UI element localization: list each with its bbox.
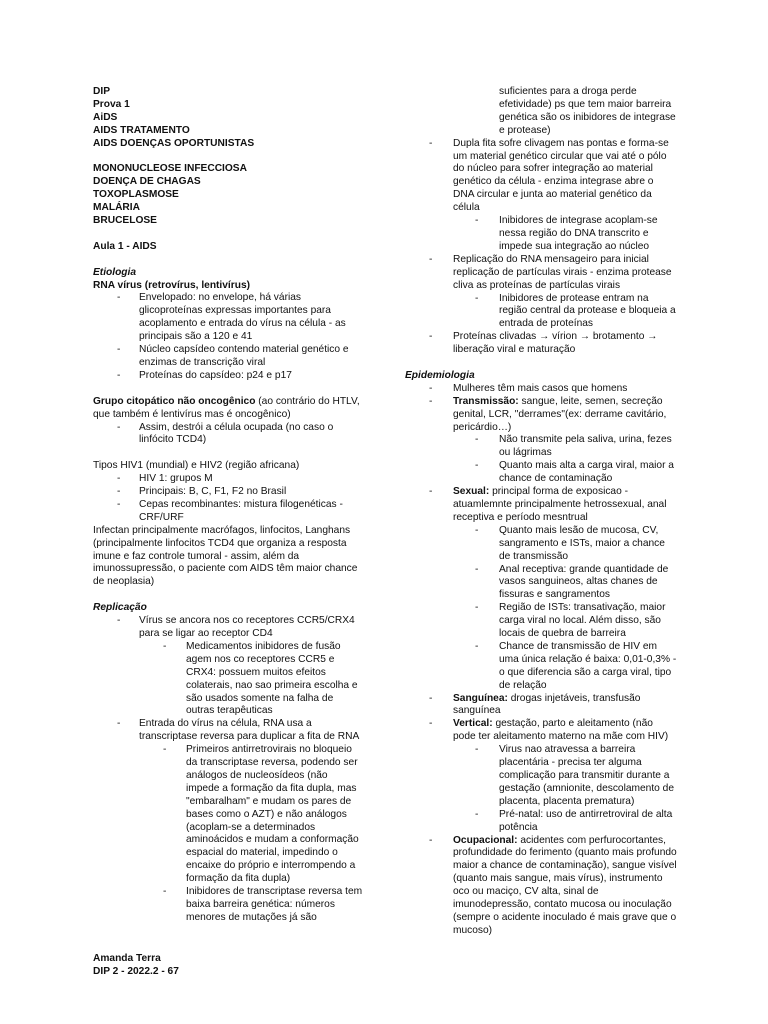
etiologia-subtitle: RNA vírus (retrovírus, lentivírus) [93,279,251,291]
list-item: - Proteínas clivadas → vírion → brotamento → liberação viral e maturação [429,331,658,356]
sub-list-item: - Quanto mais alta a carga viral, maior a chance de contaminação [475,460,674,485]
list-item: - Envelopado: no envelope, há várias glicoproteínas expressas importantes para acoplamento e entrada do vírus na célula - as principais são a 120 e 41 [117,292,346,343]
sub-list-item: - Não transmite pela saliva, urina, fezes ou lágrimas [475,434,672,459]
list-item: - Núcleo capsídeo contendo material genético e enzimas de transcrição viral [117,344,349,368]
list-item: - Sanguínea: drogas injetáveis, transfusão sanguínea [429,692,641,717]
tipos-paragraph: Infectan principalmente macrófagos, linfocitos, Langhans (principalmente linfocitos TCD4 que organiza a resposta imune e faz controle tumoral - assim, além da imunossupressão, o paciente com AIDS têm maior chance de neoplasia) [93,524,358,588]
topic-line: BRUCELOSE [93,215,157,227]
sub-list-item: - Inibidores de integrase acoplam-se nessa região do DNA transcrito e impede sua integração ao núcleo [475,215,658,252]
topic-line: TOXOPLASMOSE [93,189,179,201]
section-title-epidemiologia: Epidemiologia [405,369,475,381]
sub-list-item: - Inibidores de transcriptase reversa tem baixa barreira genética: números menores de mutações já são [163,886,363,923]
sub-list-item-continued: suficientes para a droga perde efetividade) ps que tem maior barreira genética são os inibidores de integrase e protease) [499,86,676,136]
section-title-replicacao: Replicação [93,602,147,614]
list-item: - Vírus se ancora nos co receptores CCR5/CRX4 para se ligar ao receptor CD4 [117,615,355,639]
list-item: - Transmissão: sangue, leite, semen, secreção genital, LCR, "derrames"(ex: derrame cavitário, pericárdio…) [429,395,667,433]
topic-line: MONONUCLEOSE INFECCIOSA [93,163,247,175]
header-line: AIDS TRATAMENTO [93,124,190,136]
list-item: - Mulheres têm mais casos que homens [429,382,628,394]
topic-line: MALÁRIA [93,202,140,214]
header-line: Prova 1 [93,98,130,110]
sub-list-item: - Virus nao atravessa a barreira placentária - precisa ter alguma complicação para transmitir durante a gestação (amnionite, descolamento de placenta, placenta prematura) [475,744,674,807]
list-item: - Proteínas do capsídeo: p24 e p17 [117,369,292,381]
sub-list-item: - Anal receptiva: grande quantidade de vasos sanguineos, altas chanes de fissuras e sangramentos [475,563,669,601]
header-line: AiDS [93,111,118,123]
left-column [93,86,363,925]
list-item: - Vertical: gestação, parto e aleitamento (não pode ter aleitamento materno na mãe com HIV) [429,718,669,743]
sub-list-item: - Chance de transmissão de HIV em uma única relação é baixa: 0,01-0,3% - o que diferencia são a carga viral, tipo de relação [475,640,677,691]
right-column [405,86,677,938]
list-item: - Sexual: principal forma de exposicao - atuamlemnte principalmente hetrossexual, anal receptiva e período mesntrual [429,486,667,523]
section-title-etiologia: Etiologia [93,266,137,278]
header-line: DIP [93,86,110,97]
aula-title: Aula 1 - AIDS [93,240,157,252]
sub-list-item: - Primeiros antirretrovirais no bloqueio da transcriptase reversa, podendo ser análogos de nucleosídeos (não impede a formação da fita dupla, mas "embaralham" e mudam os pares de bases como o AZT) e não análogos (acoplam-se a determinados aminoácidos e mudam a conformação espacial do material, impedindo o encaixe do próprio e interrompendo a formação da fita dupla) [163,744,359,885]
list-item: - Principais: B, C, F1, F2 no Brasil [117,486,287,498]
footer-author: Amanda Terra [93,953,161,964]
list-item: - Entrada do vírus na célula, RNA usa a transcriptase reversa para duplicar a fita de RNA [117,718,360,743]
list-item: - Dupla fita sofre clivagem nas pontas e forma-se um material genético circular que vai até o pólo do núcleo para sofrer integração ao material genético da célula - enzima integrase abre o DNA circular e junta ao material genético da célula [429,137,669,214]
list-item: - Cepas recombinantes: mistura filogenéticas - CRF/URF [117,498,343,523]
tipos-intro: Tipos HIV1 (mundial) e HIV2 (região africana) [93,460,300,472]
list-item: - HIV 1: grupos M [117,473,213,485]
sub-list-item: - Região de ISTs: transativação, maior carga viral no local. Além disso, são locais de quebra de barreira [475,602,666,640]
sub-list-item: - Pré-natal: uso de antirretroviral de alta potência [475,808,673,833]
sub-list-item: - Quanto mais lesão de mucosa, CV, sangramento e ISTs, maior a chance de transmissão [475,524,665,562]
grupo-paragraph: Grupo citopático não oncogênico (ao contrário do HTLV, que também é lentivírus mas é oncogênico) [93,395,360,420]
list-item: - Assim, destrói a célula ocupada (no caso o linfócito TCD4) [117,421,334,446]
footer [93,953,179,979]
list-item: - Replicação do RNA mensageiro para inicial replicação de partículas virais - enzima protease cliva as proteínas de partículas virais [429,253,672,291]
sub-list-item: - Medicamentos inibidores de fusão agem nos co receptores CCR5 e CRX4: possuem muitos efeitos colaterais, nao sao primeira escolha e são usados somente na falha de outras terapêuticas [163,640,358,717]
sub-list-item: - Inibidores de protease entram na região central da protease e bloqueia a entrada de proteínas [475,292,676,330]
header-line: AIDS DOENÇAS OPORTUNISTAS [93,137,255,149]
topic-line: DOENÇA DE CHAGAS [93,176,201,188]
footer-course: DIP 2 - 2022.2 - 67 [93,965,179,977]
list-item: - Ocupacional: acidentes com perfurocortantes, profundidade do ferimento (quanto mais profundo maior a chance de contaminação), sangue visível (quanto mais sangue, mais vírus), instrumento oco ou maciço, CV alta, sinal de imunodepressão, contato mucosa ou inoculação (sempre o acidente inoculado é mais grave que o mucoso) [429,834,677,936]
